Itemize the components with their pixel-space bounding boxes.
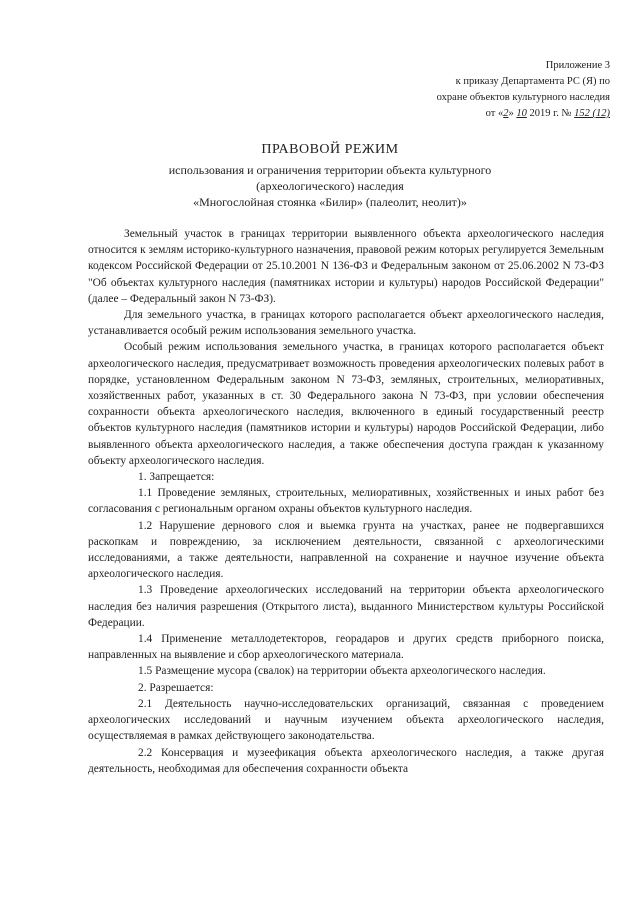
clause-1-4: 1.4 Применение металлодетекторов, георадаров и других средств приборного поиска, направленных на выявление и сбор археологического материала. bbox=[88, 633, 604, 662]
date-mid: » bbox=[508, 108, 514, 119]
title-line-3: «Многослойная стоянка «Билир» (палеолит, неолит)» bbox=[193, 195, 467, 209]
clause-1-3: 1.3 Проведение археологических исследований на территории объекта археологического наследия без наличия разрешения (Открытого листа), выданного Министерством культуры Российской Федерации. bbox=[88, 584, 604, 629]
annex-date-line bbox=[400, 106, 610, 122]
section-1-heading: 1. Запрещается: bbox=[138, 471, 215, 484]
document-body bbox=[88, 226, 604, 777]
paragraph-1: Земельный участок в границах территории выявленного объекта археологического наследия относится к землям историко-культурного назначения, правовой режим которых регулируется Земельным кодексом Российской Федерации от 25.10.2001 N 136-ФЗ и Федеральным законом от 25.06.2002 N 73-ФЗ "Об объектах культурного наследия (памятниках истории и культуры) народов Российской Федерации" (далее – Федеральный закон N 73-ФЗ). bbox=[88, 228, 604, 305]
section-2-heading: 2. Разрешается: bbox=[138, 681, 214, 694]
clause-1-1: 1.1 Проведение земляных, строительных, мелиоративных, хозяйственных и иных работ без согласования с региональным органом охраны объектов культурного наследия. bbox=[88, 487, 604, 516]
title-line-2: (археологического) наследия bbox=[256, 179, 404, 193]
annex-line-3: охране объектов культурного наследия bbox=[436, 92, 610, 103]
date-number: 152 (12) bbox=[574, 108, 610, 119]
title-line-1: использования и ограничения территории объекта культурного bbox=[168, 163, 492, 177]
annex-line-1: Приложение 3 bbox=[545, 60, 610, 71]
clause-1-2: 1.2 Нарушение дернового слоя и выемка грунта на участках, ранее не подвергавшихся раскопкам и повреждению, за исключением деятельности, связанной с археологическими исследованиями, а также деятельности, направленной на сохранение и научное изучение объекта археологического наследия. bbox=[88, 519, 604, 581]
document-title bbox=[60, 142, 600, 210]
paragraph-3: Особый режим использования земельного участка, в границах которого располагается объект археологического наследия, предусматривает возможность проведения археологических полевых работ в порядке, установленном Федеральным законом N 73-ФЗ, земляных, строительных, мелиоративных, хозяйственных работ, указанных в ст. 30 Федерального закона N 73-ФЗ, при условии обеспечения сохранности объекта археологического наследия, включенного в единый государственный реестр объектов культурного наследия (памятников истории и культуры) народов Российской Федерации, либо выявленного объекта археологического наследия, а также обеспечения доступа граждан к указанному объекту археологического наследия. bbox=[88, 341, 604, 467]
date-prefix: от « bbox=[485, 108, 504, 119]
date-day: 2 bbox=[503, 108, 509, 119]
clause-2-1: 2.1 Деятельность научно-исследовательских организаций, связанная с проведением археологических исследований и научным изучением объекта археологического наследия, осуществляемая в рамках действующего законодательства. bbox=[88, 697, 604, 743]
paragraph-2: Для земельного участка, в границах которого располагается объект археологического наследия, устанавливается особый режим использования земельного участка. bbox=[88, 309, 604, 338]
title-main: ПРАВОВОЙ РЕЖИМ bbox=[261, 142, 399, 157]
date-year: 2019 г. № bbox=[529, 108, 572, 119]
annex-header bbox=[400, 58, 610, 122]
clause-2-2: 2.2 Консервация и музеефикация объекта археологического наследия, а также другая деятельность, необходимая для обеспечения сохранности объекта bbox=[88, 746, 604, 775]
annex-line-2: к приказу Департамента РС (Я) по bbox=[455, 76, 610, 87]
clause-1-5: 1.5 Размещение мусора (свалок) на территории объекта археологического наследия. bbox=[138, 665, 546, 678]
date-month: 10 bbox=[516, 108, 527, 119]
